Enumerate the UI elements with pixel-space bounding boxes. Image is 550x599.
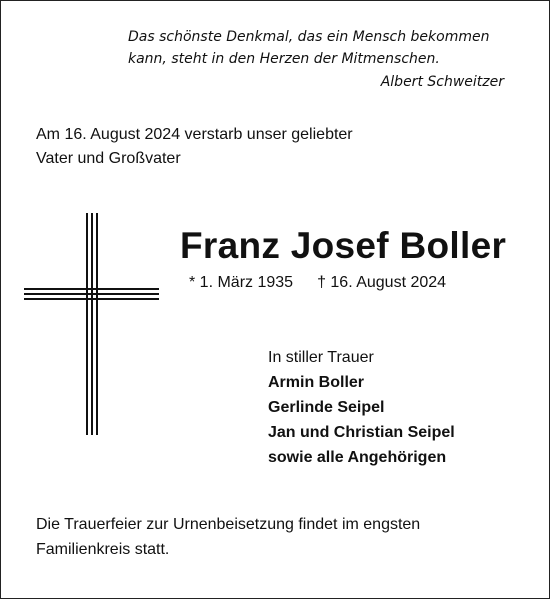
mourners-block <box>268 345 455 470</box>
quote-text <box>128 26 506 70</box>
mourner-name: sowie alle Angehörigen <box>268 449 447 466</box>
closing-text <box>36 512 516 562</box>
quote-line: kann, steht in den Herzen der Mitmenschen. <box>128 51 440 67</box>
mourner-name: Armin Boller <box>268 374 365 391</box>
birth-date: * 1. März 1935 <box>189 274 294 291</box>
quote-line: Das schönste Denkmal, das ein Mensch bekommen <box>128 29 490 45</box>
intro-line: Am 16. August 2024 verstarb unser geliebter <box>36 126 353 143</box>
cross-icon <box>24 213 159 435</box>
life-dates <box>189 272 446 294</box>
mourner-name: Jan und Christian Seipel <box>268 424 455 441</box>
death-date: † 16. August 2024 <box>317 274 447 291</box>
quote-block <box>128 26 506 93</box>
quote-author: Albert Schweitzer <box>380 74 504 90</box>
closing-line: Familienkreis statt. <box>36 541 170 558</box>
intro-text <box>36 123 456 171</box>
deceased-name: Franz Josef Boller <box>180 225 507 266</box>
closing-line: Die Trauerfeier zur Urnenbeisetzung findet im engsten <box>36 516 421 533</box>
mourning-heading: In stiller Trauer <box>268 349 374 366</box>
mourner-name: Gerlinde Seipel <box>268 399 385 416</box>
intro-line: Vater und Großvater <box>36 150 181 167</box>
